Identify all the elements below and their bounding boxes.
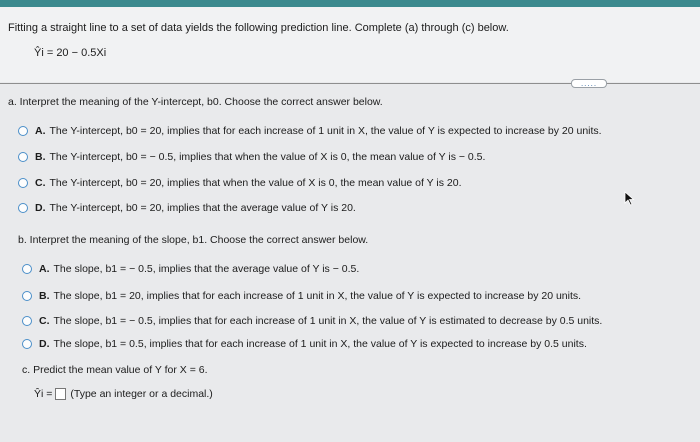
problem-prompt: Fitting a straight line to a set of data yields the following prediction line. Complete (a) through (c) below. (8, 22, 509, 34)
radio-icon[interactable] (22, 316, 32, 326)
option-text: The Y-intercept, b0 = − 0.5, implies that when the value of X is 0, the mean value of Y is − 0.5. (49, 151, 486, 163)
answer-prefix: Ŷi = (34, 388, 53, 400)
radio-icon[interactable] (18, 126, 28, 136)
radio-icon[interactable] (18, 203, 28, 213)
problem-header (0, 7, 700, 82)
option-letter: C. (39, 315, 50, 327)
prediction-equation: Ŷi = 20 − 0.5Xi (34, 47, 107, 59)
part-c-question: c. Predict the mean value of Y for X = 6. (22, 364, 208, 376)
radio-icon[interactable] (22, 339, 32, 349)
option-text: The Y-intercept, b0 = 20, implies that when the value of X is 0, the mean value of Y is 20. (49, 177, 462, 189)
answer-input[interactable] (55, 388, 66, 400)
part-b-question: b. Interpret the meaning of the slope, b1. Choose the correct answer below. (18, 234, 369, 246)
option-letter: B. (39, 290, 50, 302)
part-a-option-a[interactable] (18, 125, 602, 137)
radio-icon[interactable] (22, 291, 32, 301)
option-letter: D. (39, 338, 50, 350)
part-b-option-c[interactable] (22, 315, 602, 327)
part-a-option-d[interactable] (18, 202, 356, 214)
option-text: The slope, b1 = − 0.5, implies that for each increase of 1 unit in X, the value of Y is estimated to decrease by 0.5 units. (53, 315, 603, 327)
part-b-option-b[interactable] (22, 290, 581, 302)
option-letter: D. (35, 202, 46, 214)
option-text: The slope, b1 = − 0.5, implies that the average value of Y is − 0.5. (53, 263, 360, 275)
option-letter: A. (35, 125, 46, 137)
part-a-option-c[interactable] (18, 177, 462, 189)
radio-icon[interactable] (22, 264, 32, 274)
option-text: The Y-intercept, b0 = 20, implies that the average value of Y is 20. (49, 202, 356, 214)
radio-icon[interactable] (18, 152, 28, 162)
radio-icon[interactable] (18, 178, 28, 188)
part-a-option-b[interactable] (18, 151, 485, 163)
option-letter: B. (35, 151, 46, 163)
option-letter: C. (35, 177, 46, 189)
part-b-option-d[interactable] (22, 338, 587, 350)
part-a-question: a. Interpret the meaning of the Y-intercept, b0. Choose the correct answer below. (8, 96, 383, 108)
answer-hint: (Type an integer or a decimal.) (70, 388, 213, 400)
mouse-pointer-icon (624, 191, 636, 207)
option-letter: A. (39, 263, 50, 275)
answer-row (34, 388, 213, 400)
option-text: The Y-intercept, b0 = 20, implies that for each increase of 1 unit in X, the value of Y is expected to increase by 20 units. (49, 125, 602, 137)
option-text: The slope, b1 = 0.5, implies that for each increase of 1 unit in X, the value of Y is expected to increase by 0.5 units. (53, 338, 587, 350)
expand-more-button[interactable]: ..... (571, 79, 607, 88)
part-b-option-a[interactable] (22, 263, 359, 275)
option-text: The slope, b1 = 20, implies that for each increase of 1 unit in X, the value of Y is expected to increase by 20 units. (53, 290, 582, 302)
top-bar (0, 0, 700, 7)
